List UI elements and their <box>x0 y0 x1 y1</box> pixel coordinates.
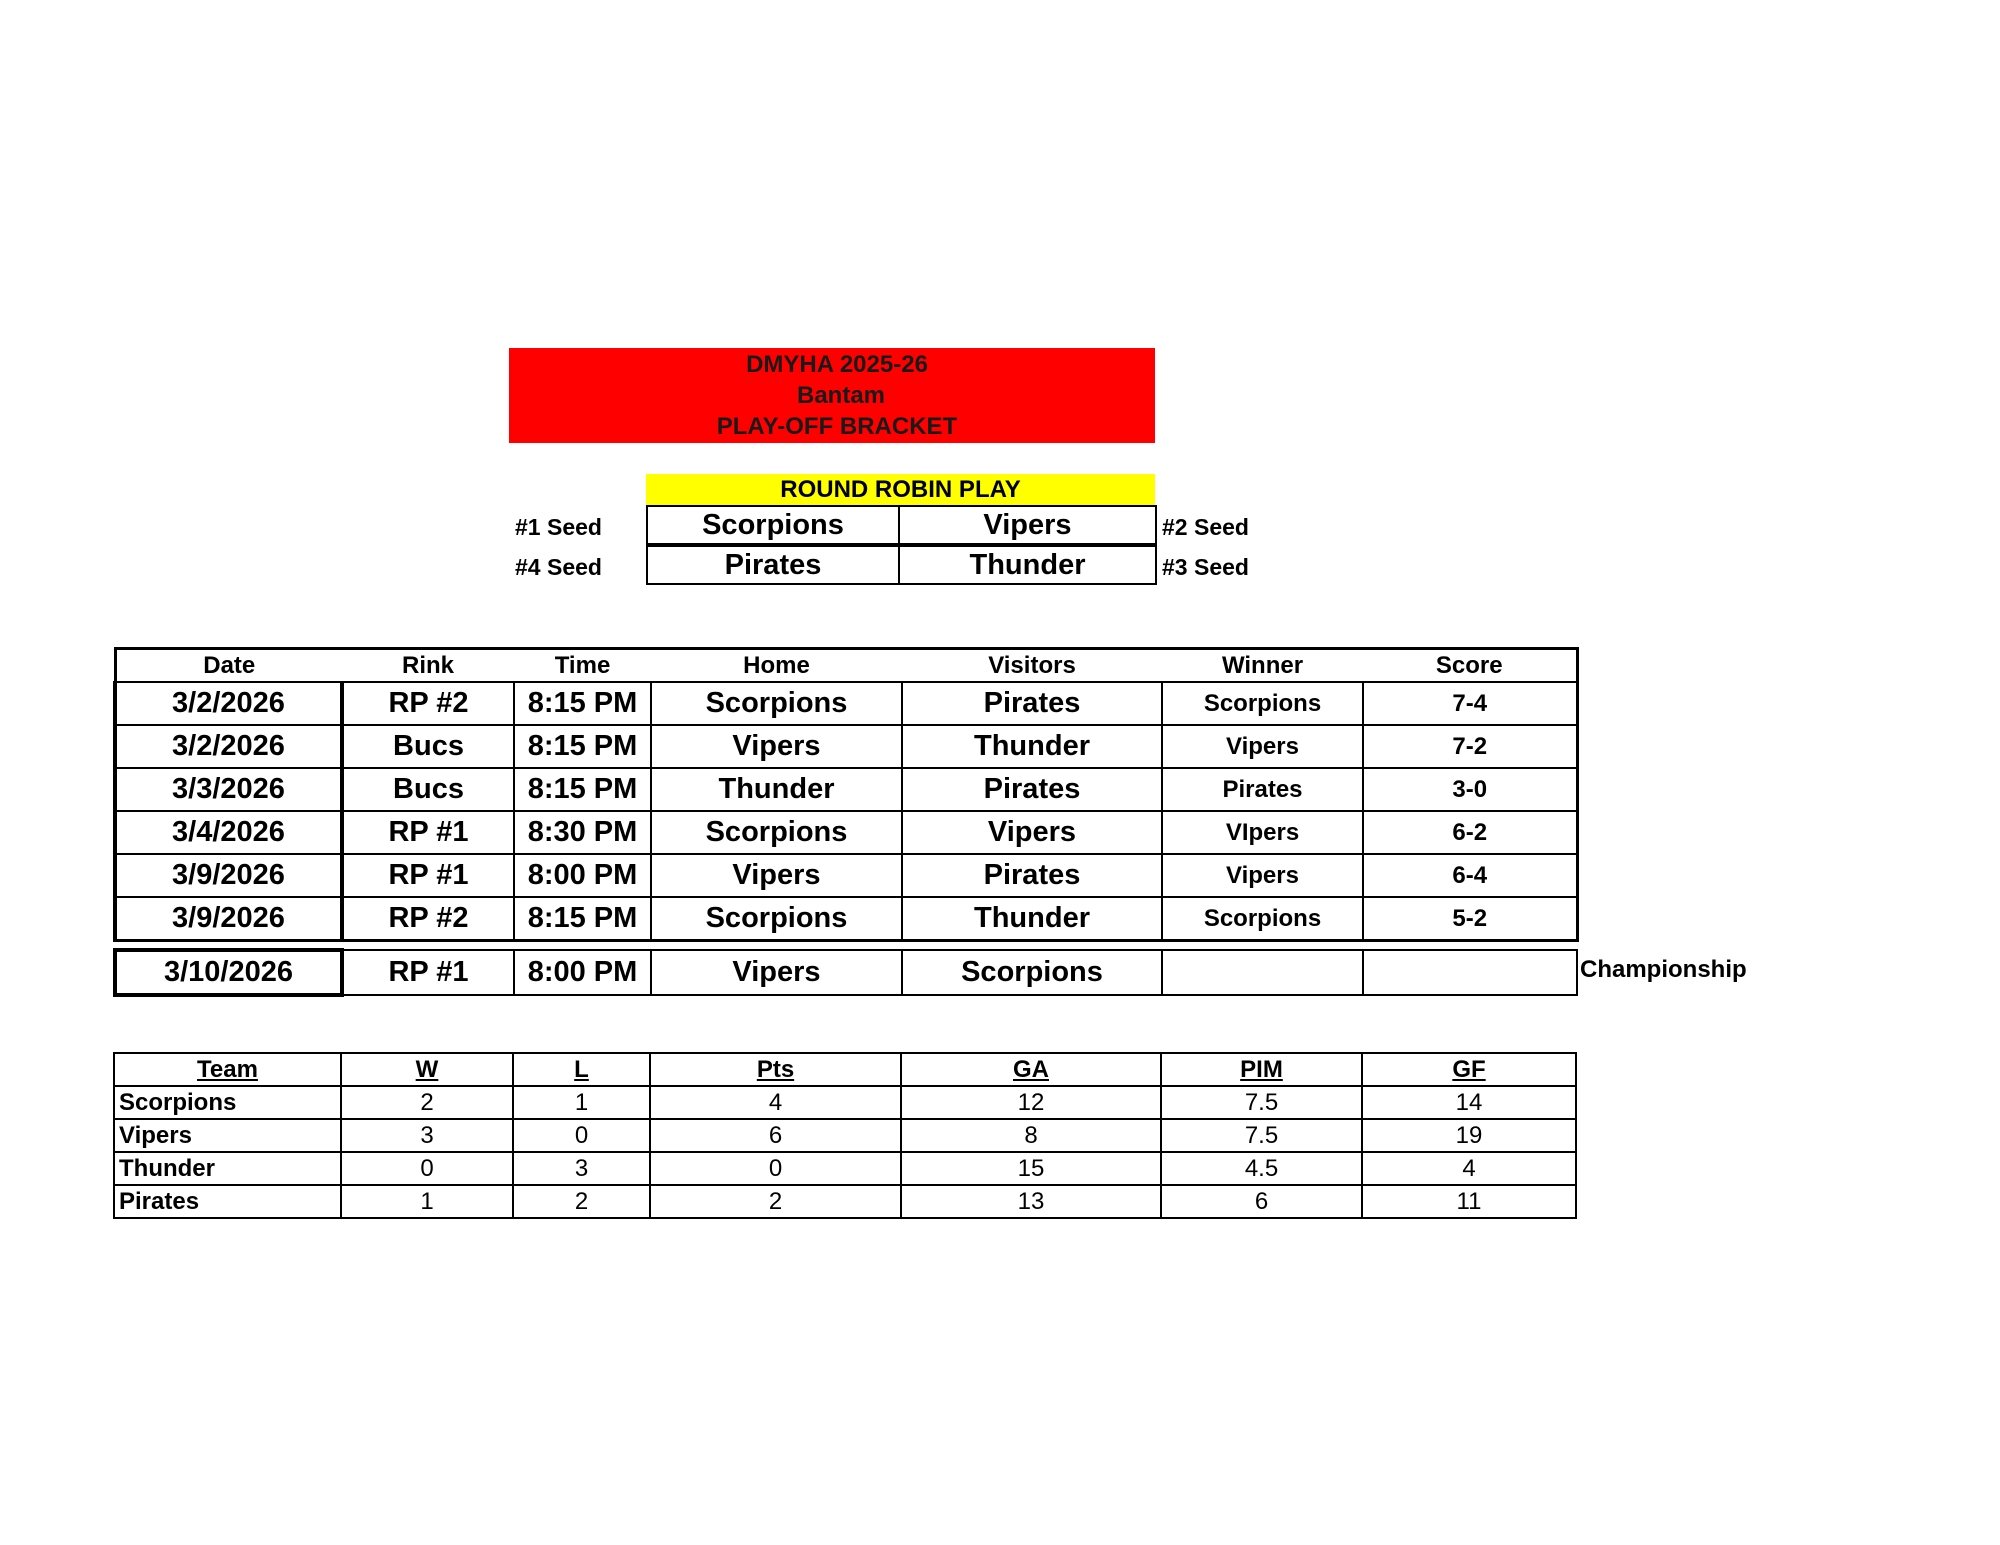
game-rink: RP #1 <box>342 854 514 897</box>
standings-pim: 6 <box>1161 1185 1362 1218</box>
game-date: 3/2/2026 <box>115 725 342 768</box>
championship-home: Vipers <box>651 950 902 995</box>
standings-gf: 14 <box>1362 1086 1576 1119</box>
game-visitors: Vipers <box>902 811 1162 854</box>
game-rink: RP #2 <box>342 897 514 941</box>
standings-row <box>114 1086 1576 1119</box>
standings-pim: 7.5 <box>1161 1086 1362 1119</box>
standings-team: Pirates <box>114 1185 341 1218</box>
championship-winner <box>1162 950 1363 995</box>
schedule-table <box>113 647 1579 942</box>
game-visitors: Pirates <box>902 854 1162 897</box>
game-visitors: Thunder <box>902 725 1162 768</box>
game-home: Scorpions <box>651 811 902 854</box>
standings-gf: 11 <box>1362 1185 1576 1218</box>
game-home: Vipers <box>651 854 902 897</box>
game-score: 3-0 <box>1363 768 1577 811</box>
game-winner: VIpers <box>1162 811 1363 854</box>
game-home: Scorpions <box>651 897 902 941</box>
standings-header-row <box>114 1053 1576 1086</box>
standings-w: 2 <box>341 1086 513 1119</box>
col-header-l: L <box>513 1053 650 1086</box>
standings-pim: 4.5 <box>1161 1152 1362 1185</box>
seed-label-2: #2 Seed <box>1162 514 1249 540</box>
game-winner: Vipers <box>1162 854 1363 897</box>
standings-pts: 2 <box>650 1185 901 1218</box>
game-visitors: Pirates <box>902 768 1162 811</box>
game-date: 3/3/2026 <box>115 768 342 811</box>
standings-pts: 6 <box>650 1119 901 1152</box>
game-row <box>115 682 1577 725</box>
championship-label: Championship <box>1580 956 1747 983</box>
standings-l: 0 <box>513 1119 650 1152</box>
standings-ga: 12 <box>901 1086 1161 1119</box>
championship-row <box>115 950 1577 995</box>
col-header-score: Score <box>1363 649 1577 683</box>
game-row <box>115 811 1577 854</box>
game-visitors: Thunder <box>902 897 1162 941</box>
game-winner: Vipers <box>1162 725 1363 768</box>
game-time: 8:15 PM <box>514 768 651 811</box>
game-score: 6-2 <box>1363 811 1577 854</box>
col-header-w: W <box>341 1053 513 1086</box>
game-home: Vipers <box>651 725 902 768</box>
standings-row <box>114 1185 1576 1218</box>
standings-row <box>114 1119 1576 1152</box>
game-time: 8:15 PM <box>514 725 651 768</box>
game-home: Scorpions <box>651 682 902 725</box>
seed-label-4: #4 Seed <box>515 554 602 580</box>
col-header-home: Home <box>651 649 902 683</box>
game-rink: RP #1 <box>342 811 514 854</box>
game-rink: Bucs <box>342 768 514 811</box>
game-visitors: Pirates <box>902 682 1162 725</box>
standings-team: Thunder <box>114 1152 341 1185</box>
standings-team: Scorpions <box>114 1086 341 1119</box>
title-banner <box>509 348 1155 443</box>
standings-pim: 7.5 <box>1161 1119 1362 1152</box>
standings-table <box>113 1052 1577 1219</box>
game-winner: Scorpions <box>1162 682 1363 725</box>
championship-score <box>1363 950 1577 995</box>
game-time: 8:15 PM <box>514 897 651 941</box>
championship-table <box>113 948 1578 997</box>
col-header-visitors: Visitors <box>902 649 1162 683</box>
schedule-header-row <box>115 649 1577 683</box>
col-header-ga: GA <box>901 1053 1161 1086</box>
game-row <box>115 854 1577 897</box>
col-header-date: Date <box>115 649 342 683</box>
seed-team-thunder: Thunder <box>898 545 1157 585</box>
standings-gf: 19 <box>1362 1119 1576 1152</box>
standings-w: 1 <box>341 1185 513 1218</box>
seed-team-vipers: Vipers <box>898 505 1157 545</box>
standings-pts: 4 <box>650 1086 901 1119</box>
game-row <box>115 897 1577 941</box>
standings-gf: 4 <box>1362 1152 1576 1185</box>
title-league: DMYHA 2025-26 <box>746 351 928 378</box>
seed-team-scorpions: Scorpions <box>646 505 900 545</box>
standings-ga: 8 <box>901 1119 1161 1152</box>
championship-date: 3/10/2026 <box>115 950 342 995</box>
game-time: 8:15 PM <box>514 682 651 725</box>
game-score: 5-2 <box>1363 897 1577 941</box>
col-header-winner: Winner <box>1162 649 1363 683</box>
standings-pts: 0 <box>650 1152 901 1185</box>
standings-l: 3 <box>513 1152 650 1185</box>
col-header-pts: Pts <box>650 1053 901 1086</box>
game-time: 8:00 PM <box>514 854 651 897</box>
standings-l: 2 <box>513 1185 650 1218</box>
game-rink: Bucs <box>342 725 514 768</box>
game-home: Thunder <box>651 768 902 811</box>
championship-visitors: Scorpions <box>902 950 1162 995</box>
championship-rink: RP #1 <box>342 950 514 995</box>
game-row <box>115 725 1577 768</box>
game-rink: RP #2 <box>342 682 514 725</box>
col-header-team: Team <box>114 1053 341 1086</box>
game-score: 7-2 <box>1363 725 1577 768</box>
game-winner: Pirates <box>1162 768 1363 811</box>
round-robin-header: ROUND ROBIN PLAY <box>646 474 1155 505</box>
title-bracket: PLAY-OFF BRACKET <box>716 413 958 440</box>
title-division: Bantam <box>796 382 886 409</box>
standings-ga: 15 <box>901 1152 1161 1185</box>
standings-ga: 13 <box>901 1185 1161 1218</box>
seed-label-3: #3 Seed <box>1162 554 1249 580</box>
standings-w: 0 <box>341 1152 513 1185</box>
standings-l: 1 <box>513 1086 650 1119</box>
game-time: 8:30 PM <box>514 811 651 854</box>
standings-team: Vipers <box>114 1119 341 1152</box>
game-winner: Scorpions <box>1162 897 1363 941</box>
col-header-pim: PIM <box>1161 1053 1362 1086</box>
standings-row <box>114 1152 1576 1185</box>
game-score: 7-4 <box>1363 682 1577 725</box>
col-header-time: Time <box>514 649 651 683</box>
game-row <box>115 768 1577 811</box>
seed-team-pirates: Pirates <box>646 545 900 585</box>
standings-w: 3 <box>341 1119 513 1152</box>
game-date: 3/4/2026 <box>115 811 342 854</box>
col-header-rink: Rink <box>342 649 514 683</box>
game-date: 3/2/2026 <box>115 682 342 725</box>
seed-label-1: #1 Seed <box>515 514 602 540</box>
game-date: 3/9/2026 <box>115 854 342 897</box>
game-score: 6-4 <box>1363 854 1577 897</box>
col-header-gf: GF <box>1362 1053 1576 1086</box>
game-date: 3/9/2026 <box>115 897 342 941</box>
championship-time: 8:00 PM <box>514 950 651 995</box>
